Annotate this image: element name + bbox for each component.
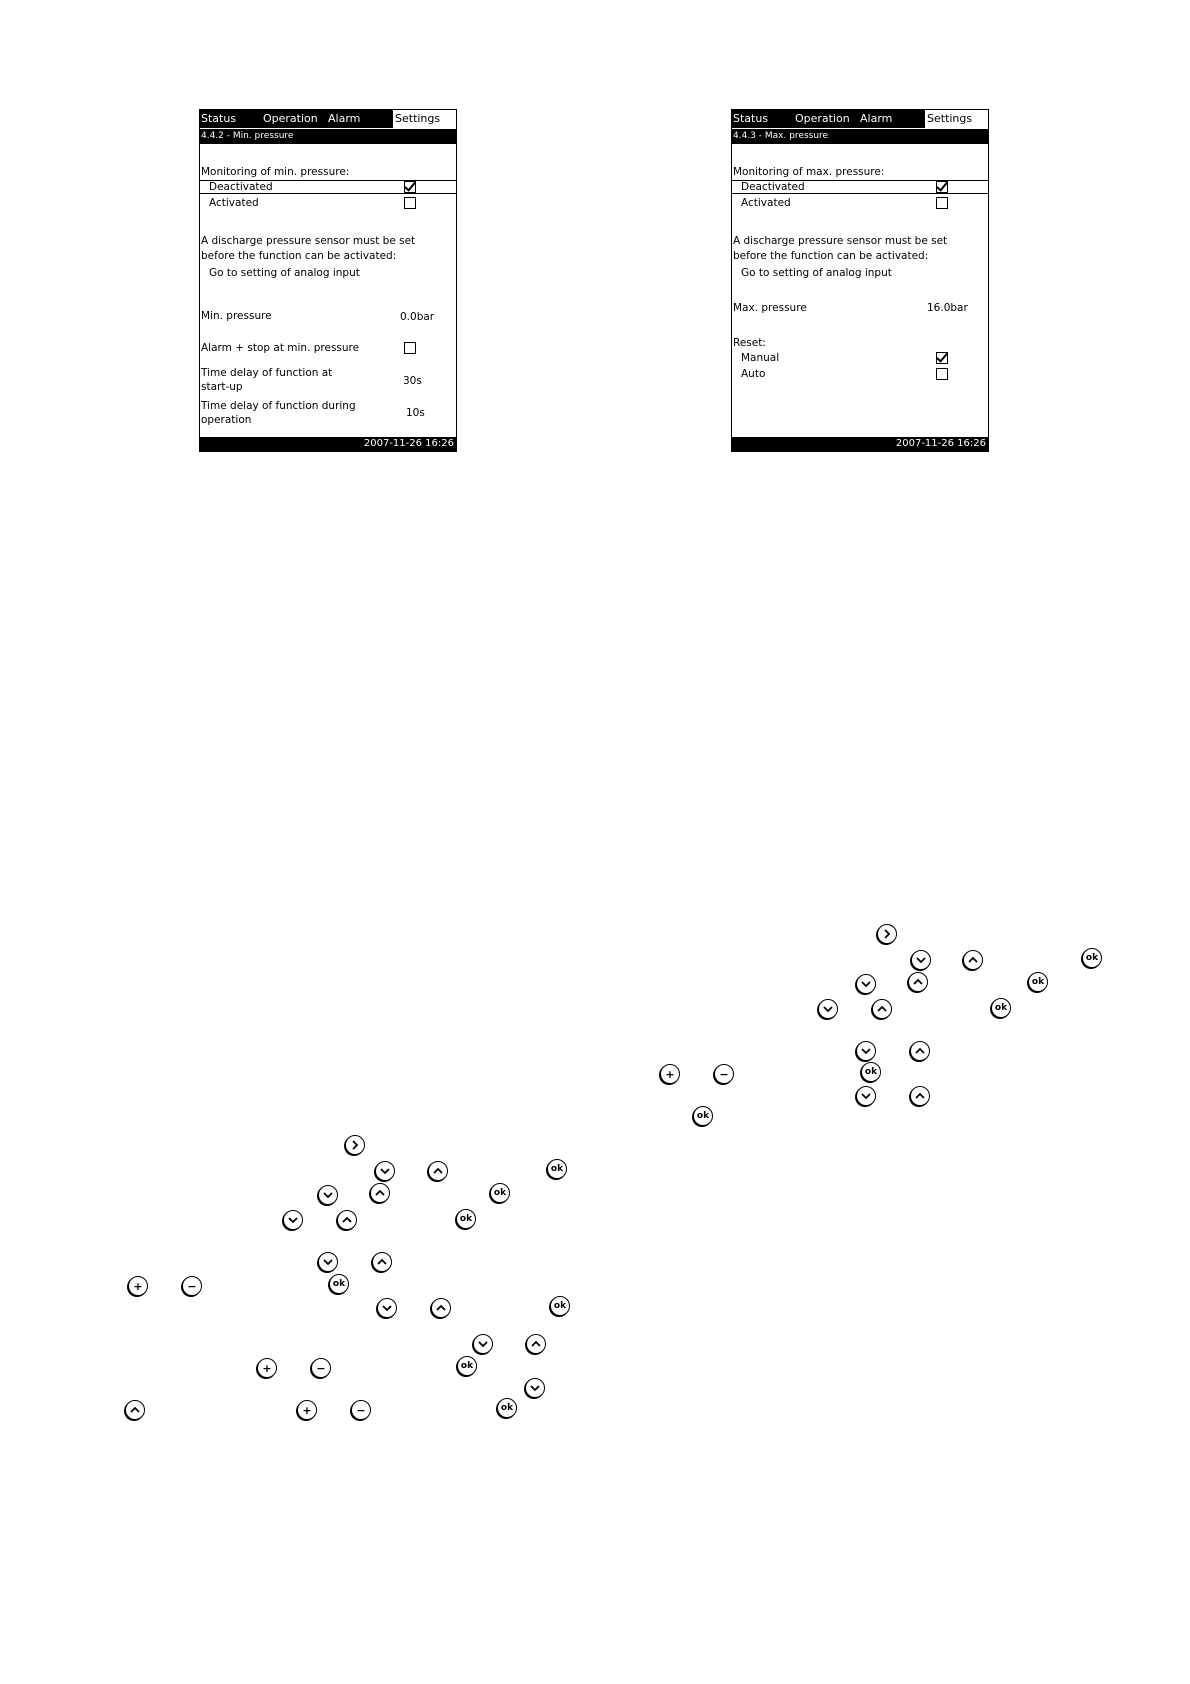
down-arrow-button-icon[interactable] <box>377 1298 397 1318</box>
reset-manual-label[interactable]: Manual <box>741 352 780 364</box>
activated-checkbox[interactable] <box>404 197 416 209</box>
option-activated-label[interactable]: Activated <box>209 197 259 209</box>
reset-label: Reset: <box>733 337 766 349</box>
ok-button-icon[interactable]: ok <box>456 1209 476 1229</box>
up-arrow-button-icon[interactable] <box>428 1161 448 1181</box>
down-arrow-button-icon[interactable] <box>856 1086 876 1106</box>
min-pressure-value[interactable]: 0.0bar <box>400 311 435 323</box>
monitoring-label: Monitoring of max. pressure: <box>733 166 885 178</box>
activated-checkbox[interactable] <box>936 197 948 209</box>
ok-button-icon[interactable]: ok <box>490 1183 510 1203</box>
up-arrow-button-icon[interactable] <box>125 1400 145 1420</box>
ok-button-icon[interactable]: ok <box>457 1356 477 1376</box>
alarm-stop-checkbox[interactable] <box>404 342 416 354</box>
up-arrow-button-icon[interactable] <box>872 999 892 1019</box>
ok-button-icon[interactable]: ok <box>991 998 1011 1018</box>
screen-subtitle: 4.4.3 - Max. pressure <box>732 129 988 144</box>
tab-settings[interactable]: Settings <box>925 110 988 128</box>
up-arrow-button-icon[interactable] <box>908 972 928 992</box>
right-arrow-button-icon[interactable] <box>877 924 897 944</box>
up-arrow-button-icon[interactable] <box>370 1183 390 1203</box>
min-pressure-screen <box>199 109 457 452</box>
plus-button-icon[interactable]: + <box>128 1276 148 1296</box>
date-time-footer: 2007-11-26 16:26 <box>200 437 456 451</box>
alarm-stop-label: Alarm + stop at min. pressure <box>201 342 360 354</box>
note-line-1: A discharge pressure sensor must be set <box>201 235 416 247</box>
down-arrow-button-icon[interactable] <box>818 999 838 1019</box>
reset-auto-label[interactable]: Auto <box>741 368 766 380</box>
delay-operation-line-1: Time delay of function during <box>201 400 356 412</box>
plus-button-icon[interactable]: + <box>660 1064 680 1084</box>
plus-button-icon[interactable]: + <box>297 1400 317 1420</box>
down-arrow-button-icon[interactable] <box>856 974 876 994</box>
ok-button-icon[interactable]: ok <box>693 1106 713 1126</box>
down-arrow-button-icon[interactable] <box>856 1041 876 1061</box>
delay-startup-line-1: Time delay of function at <box>201 367 333 379</box>
minus-button-icon[interactable]: − <box>182 1276 202 1296</box>
minus-button-icon[interactable]: − <box>311 1358 331 1378</box>
down-arrow-button-icon[interactable] <box>318 1252 338 1272</box>
max-pressure-value[interactable]: 16.0bar <box>927 302 968 314</box>
ok-button-icon[interactable]: ok <box>861 1062 881 1082</box>
minus-button-icon[interactable]: − <box>351 1400 371 1420</box>
ok-button-icon[interactable]: ok <box>1028 972 1048 992</box>
up-arrow-button-icon[interactable] <box>963 950 983 970</box>
up-arrow-button-icon[interactable] <box>431 1298 451 1318</box>
ok-button-icon[interactable]: ok <box>497 1398 517 1418</box>
tab-alarm[interactable]: Alarm <box>860 112 893 125</box>
ok-button-icon[interactable]: ok <box>329 1274 349 1294</box>
tab-alarm[interactable]: Alarm <box>328 112 361 125</box>
delay-startup-line-2: start-up <box>201 381 243 393</box>
reset-manual-checkbox[interactable] <box>936 352 948 364</box>
plus-button-icon[interactable]: + <box>257 1358 277 1378</box>
max-pressure-label: Max. pressure <box>733 302 807 314</box>
analog-input-link[interactable]: Go to setting of analog input <box>741 267 892 279</box>
tab-status[interactable]: Status <box>201 112 237 125</box>
up-arrow-button-icon[interactable] <box>337 1210 357 1230</box>
tab-status[interactable]: Status <box>733 112 769 125</box>
deactivated-checkbox[interactable] <box>404 181 416 193</box>
date-time-footer: 2007-11-26 16:26 <box>732 437 988 451</box>
down-arrow-button-icon[interactable] <box>318 1185 338 1205</box>
reset-auto-checkbox[interactable] <box>936 368 948 380</box>
tab-bar <box>200 110 456 128</box>
down-arrow-button-icon[interactable] <box>473 1334 493 1354</box>
up-arrow-button-icon[interactable] <box>372 1252 392 1272</box>
tab-settings[interactable]: Settings <box>393 110 456 128</box>
note-line-2: before the function can be activated: <box>201 250 397 262</box>
deactivated-checkbox[interactable] <box>936 181 948 193</box>
up-arrow-button-icon[interactable] <box>910 1086 930 1106</box>
option-deactivated-label: Deactivated <box>741 181 805 193</box>
note-line-1: A discharge pressure sensor must be set <box>733 235 948 247</box>
analog-input-link[interactable]: Go to setting of analog input <box>209 267 360 279</box>
note-line-2: before the function can be activated: <box>733 250 929 262</box>
monitoring-label: Monitoring of min. pressure: <box>201 166 350 178</box>
screen-subtitle: 4.4.2 - Min. pressure <box>200 129 456 144</box>
up-arrow-button-icon[interactable] <box>526 1334 546 1354</box>
tab-bar <box>732 110 988 128</box>
ok-button-icon[interactable]: ok <box>1082 948 1102 968</box>
right-arrow-button-icon[interactable] <box>345 1135 365 1155</box>
delay-startup-value[interactable]: 30s <box>403 375 422 387</box>
ok-button-icon[interactable]: ok <box>550 1296 570 1316</box>
option-activated-label[interactable]: Activated <box>741 197 791 209</box>
up-arrow-button-icon[interactable] <box>910 1041 930 1061</box>
down-arrow-button-icon[interactable] <box>283 1210 303 1230</box>
min-pressure-label: Min. pressure <box>201 310 272 322</box>
option-deactivated-label: Deactivated <box>209 181 273 193</box>
delay-operation-value[interactable]: 10s <box>406 407 425 419</box>
down-arrow-button-icon[interactable] <box>525 1378 545 1398</box>
tab-operation[interactable]: Operation <box>263 112 318 125</box>
max-pressure-screen <box>731 109 989 452</box>
down-arrow-button-icon[interactable] <box>375 1161 395 1181</box>
tab-operation[interactable]: Operation <box>795 112 850 125</box>
down-arrow-button-icon[interactable] <box>911 950 931 970</box>
minus-button-icon[interactable]: − <box>714 1064 734 1084</box>
ok-button-icon[interactable]: ok <box>547 1159 567 1179</box>
delay-operation-line-2: operation <box>201 414 252 426</box>
